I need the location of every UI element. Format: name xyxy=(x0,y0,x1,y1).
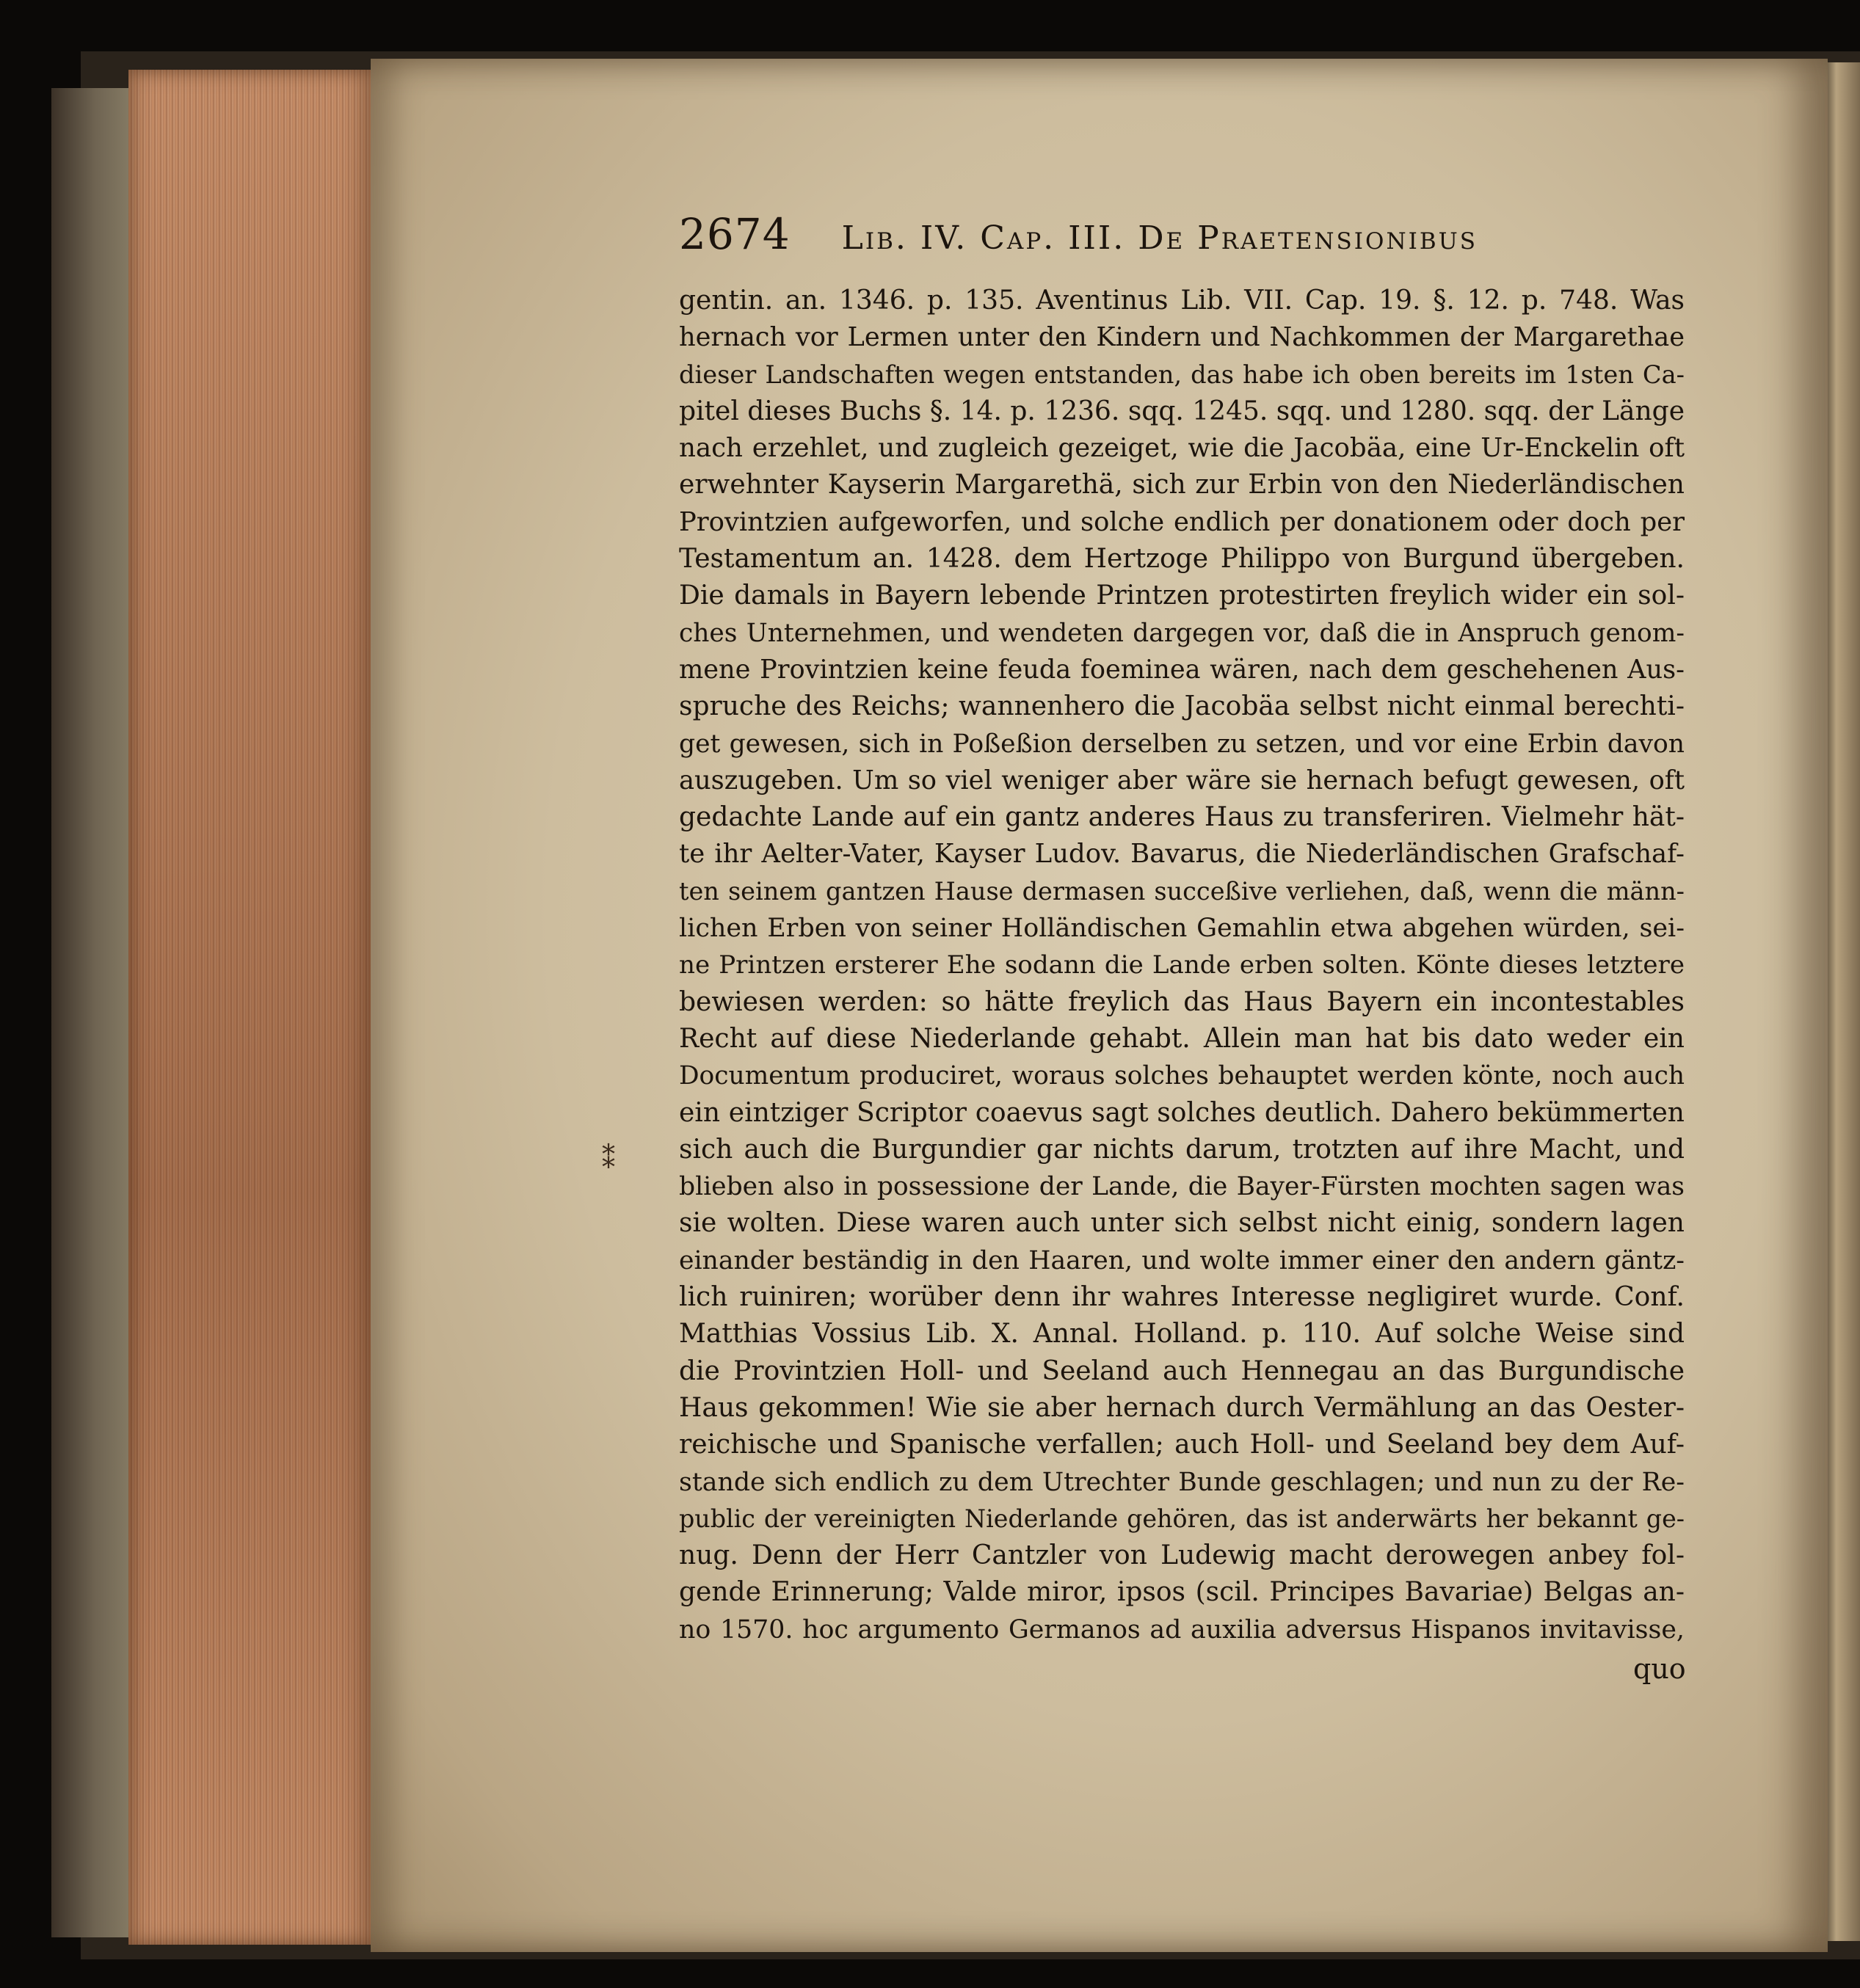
text-line: einander beständig in den Haaren, und wolte immer einer den andern gäntz- xyxy=(679,1245,1685,1275)
text-line: bewiesen werden: so hätte freylich das Haus Bayern ein incontestables xyxy=(679,986,1685,1017)
text-line: blieben also in possessione der Lande, die Bayer-Fürsten mochten sagen was xyxy=(679,1172,1685,1202)
text-line: Recht auf diese Niederlande gehabt. Allein man hat bis dato weder ein xyxy=(679,1023,1685,1054)
catchword: quo xyxy=(1633,1653,1686,1685)
text-line: Documentum produciret, woraus solches behauptet werden könte, noch auch xyxy=(679,1061,1685,1091)
text-line: lichen Erben von seiner Holländischen Gemahlin etwa abgehen würden, sei- xyxy=(679,914,1685,944)
text-line: Haus gekommen! Wie sie aber hernach durch Vermählung an das Oester- xyxy=(679,1392,1685,1423)
text-line: gedachte Lande auf ein gantz anderes Haus zu transferiren. Vielmehr hät- xyxy=(679,802,1685,833)
text-line: lich ruiniren; worüber denn ihr wahres Interesse negligiret wurde. Conf. xyxy=(679,1282,1685,1313)
text-line: Matthias Vossius Lib. X. Annal. Holland. p. 110. Auf solche Weise sind xyxy=(679,1319,1685,1350)
text-line: stande sich endlich zu dem Utrechter Bunde geschlagen; und nun zu der Re- xyxy=(679,1467,1685,1497)
text-block xyxy=(679,209,1685,1648)
text-line: erwehnter Kayserin Margarethä, sich zur Erbin von den Niederländischen xyxy=(679,470,1685,500)
text-line: pitel dieses Buchs §. 14. p. 1236. sqq. 1245. sqq. und 1280. sqq. der Länge xyxy=(679,396,1685,426)
text-line: gentin. an. 1346. p. 135. Aventinus Lib. VII. Cap. 19. §. 12. p. 748. Was xyxy=(679,285,1685,316)
text-line: nach erzehlet, und zugleich gezeiget, wie die Jacobäa, eine Ur-Enckelin oft xyxy=(679,433,1685,464)
text-line: nug. Denn der Herr Cantzler von Ludewig macht derowegen anbey fol- xyxy=(679,1540,1685,1571)
text-line: ten seinem gantzen Hause dermasen succeßive verliehen, daß, wenn die männ- xyxy=(679,876,1685,906)
text-line: sie wolten. Diese waren auch unter sich selbst nicht einig, sondern lagen xyxy=(679,1208,1685,1239)
text-line: reichische und Spanische verfallen; auch Holl- und Seeland bey dem Auf- xyxy=(679,1430,1685,1460)
text-line: no 1570. hoc argumento Germanos ad auxilia adversus Hispanos invitavisse, xyxy=(679,1614,1685,1645)
text-line: ein eintziger Scriptor coaevus sagt solches deutlich. Dahero bekümmerten xyxy=(679,1097,1685,1128)
text-line: gende Erinnerung; Valde miror, ipsos (scil. Principes Bavariae) Belgas an- xyxy=(679,1577,1685,1608)
left-board xyxy=(51,88,139,1937)
text-line: public der vereinigten Niederlande gehören, das ist anderwärts her bekannt ge- xyxy=(679,1504,1685,1533)
text-line: sich auch die Burgundier gar nichts darum, trotzten auf ihre Macht, und xyxy=(679,1134,1685,1165)
margin-mark: ⁑ xyxy=(602,1145,615,1175)
text-line: Testamentum an. 1428. dem Hertzoge Philippo von Burgund übergeben. xyxy=(679,544,1685,575)
body-text xyxy=(679,283,1685,1648)
text-line: hernach vor Lermen unter den Kindern und Nachkommen der Margarethae xyxy=(679,322,1685,353)
text-line: Provintzien aufgeworfen, und solche endlich per donationem oder doch per xyxy=(679,506,1685,537)
text-line: dieser Landschaften wegen entstanden, das habe ich oben bereits im 1sten Ca- xyxy=(679,360,1685,389)
text-line: mene Provintzien keine feuda foeminea wären, nach dem geschehenen Aus- xyxy=(679,654,1685,685)
text-line: te ihr Aelter-Vater, Kayser Ludov. Bavarus, die Niederländischen Grafschaf- xyxy=(679,839,1685,870)
page-edges xyxy=(128,70,378,1945)
text-line: get gewesen, sich in Poßeßion derselben zu setzen, und vor eine Erbin davon xyxy=(679,729,1685,759)
page-header xyxy=(679,209,1685,261)
page-number: 2674 xyxy=(679,209,791,259)
text-line: spruche des Reichs; wannenhero die Jacobäa selbst nicht einmal berechti- xyxy=(679,691,1685,722)
running-head: Lib. IV. Cap. III. De Praetensionibus xyxy=(841,219,1478,257)
text-line: ne Printzen ersterer Ehe sodann die Lande erben solten. Könte dieses letztere xyxy=(679,950,1685,980)
text-line: Die damals in Bayern lebende Printzen protestirten freylich wider ein sol- xyxy=(679,580,1685,611)
text-line: die Provintzien Holl- und Seeland auch Hennegau an das Burgundische xyxy=(679,1355,1685,1386)
text-line: auszugeben. Um so viel weniger aber wäre sie hernach befugt gewesen, oft xyxy=(679,765,1685,795)
text-line: ches Unternehmen, und wendeten dargegen vor, daß die in Anspruch genom- xyxy=(679,618,1685,648)
